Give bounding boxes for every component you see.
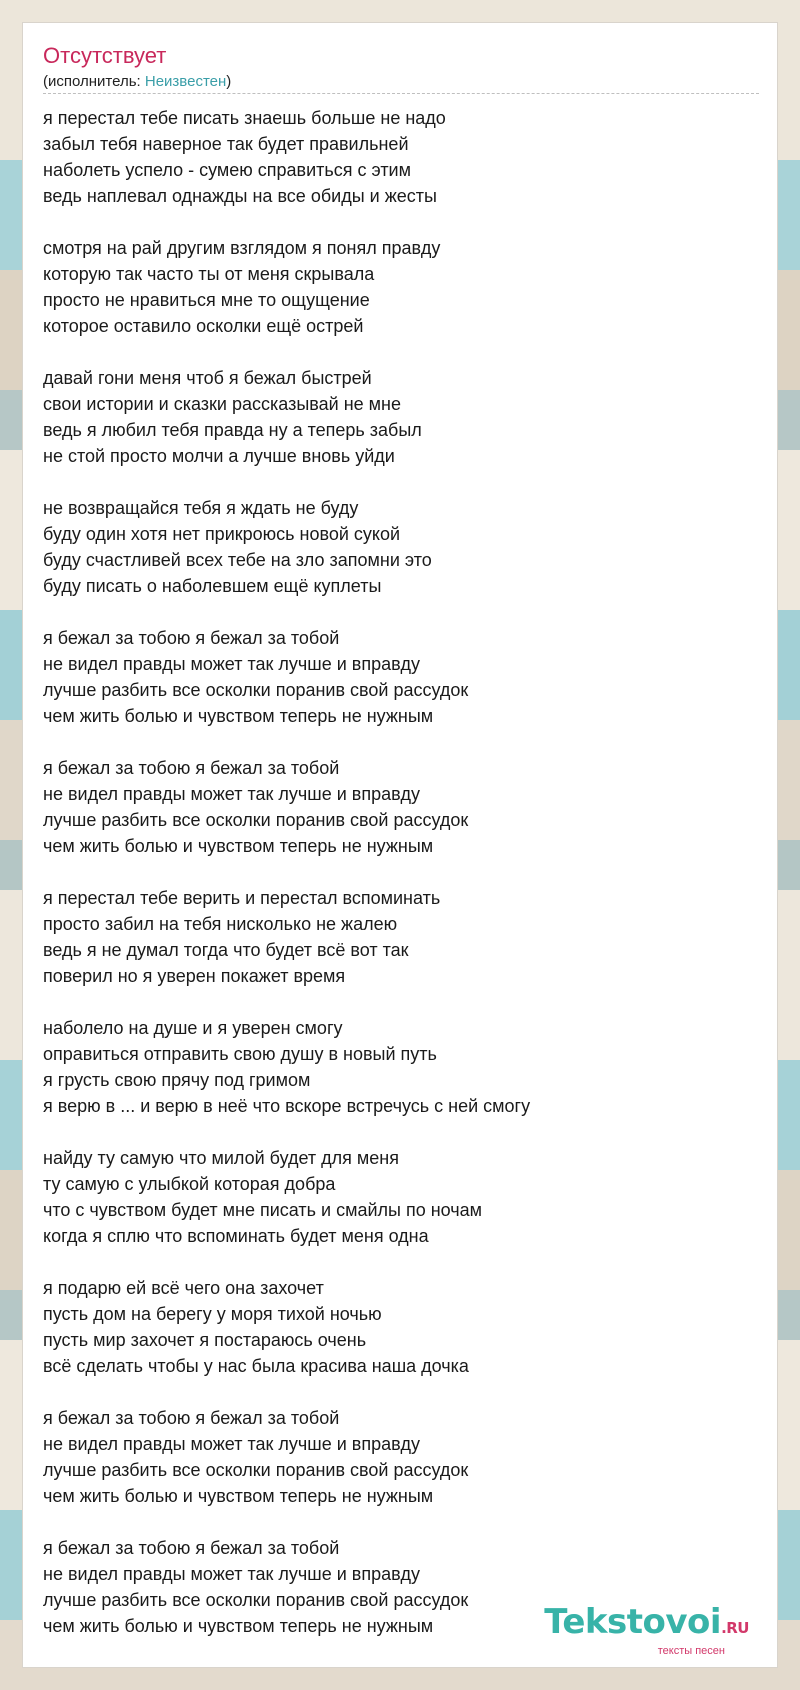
lyrics-stanza — [43, 365, 530, 469]
lyrics-line: не видел правды может так лучше и вправду — [43, 1434, 420, 1454]
lyrics-line: давай гони меня чтоб я бежал быстрей — [43, 368, 372, 388]
lyrics-line: когда я сплю что вспоминать будет меня одна — [43, 1226, 429, 1246]
lyrics-stanza — [43, 1535, 530, 1639]
lyrics-line: я грусть свою прячу под гримом — [43, 1070, 311, 1090]
lyrics-line: наболеть успело - сумею справиться с этим — [43, 160, 411, 180]
lyrics-line: я бежал за тобою я бежал за тобой — [43, 628, 340, 648]
lyrics-line: я перестал тебе писать знаешь больше не надо — [43, 108, 446, 128]
lyrics-line: ту самую с улыбкой которая добра — [43, 1174, 336, 1194]
lyrics-stanza — [43, 1275, 530, 1379]
logo-domain: .RU — [721, 1619, 749, 1637]
lyrics-line: чем жить болью и чувством теперь не нужным — [43, 706, 434, 726]
lyrics-stanza — [43, 235, 530, 339]
lyrics-line: лучше разбить все осколки поранив свой рассудок — [43, 1590, 469, 1610]
lyrics-line: я бежал за тобою я бежал за тобой — [43, 1408, 340, 1428]
lyrics-line: я бежал за тобою я бежал за тобой — [43, 758, 340, 778]
lyrics-line: лучше разбить все осколки поранив свой рассудок — [43, 810, 469, 830]
lyrics-line: которую так часто ты от меня скрывала — [43, 264, 375, 284]
logo-wordmark: Tekstovoi — [544, 1602, 722, 1642]
lyrics-line: не стой просто молчи а лучше вновь уйди — [43, 446, 395, 466]
lyrics-line: смотря на рай другим взглядом я понял правду — [43, 238, 441, 258]
lyrics-line: буду писать о наболевшем ещё куплеты — [43, 576, 382, 596]
lyrics-line: поверил но я уверен покажет время — [43, 966, 346, 986]
lyrics-line: лучше разбить все осколки поранив свой рассудок — [43, 680, 469, 700]
lyrics-line: буду один хотя нет прикроюсь новой сукой — [43, 524, 401, 544]
lyrics-line: не видел правды может так лучше и вправду — [43, 654, 420, 674]
artist-prefix: (исполнитель: — [43, 73, 145, 90]
artist-suffix: ) — [226, 73, 232, 90]
lyrics-line: просто забил на тебя нисколько не жалею — [43, 914, 398, 934]
lyrics-line: ведь я не думал тогда что будет всё вот так — [43, 940, 409, 960]
lyrics-line: я подарю ей всё чего она захочет — [43, 1278, 324, 1298]
lyrics-line: всё сделать чтобы у нас была красива наша дочка — [43, 1356, 469, 1376]
artist-line — [43, 73, 231, 90]
lyrics-line: не возвращайся тебя я ждать не буду — [43, 498, 359, 518]
lyrics-line: что с чувством будет мне писать и смайлы по ночам — [43, 1200, 483, 1220]
lyrics-stanza — [43, 1145, 530, 1249]
lyrics-line: чем жить болью и чувством теперь не нужным — [43, 1486, 434, 1506]
divider — [43, 93, 759, 94]
lyrics-stanza — [43, 1015, 530, 1119]
lyrics-line: пусть мир захочет я постараюсь очень — [43, 1330, 367, 1350]
lyrics-stanza — [43, 625, 530, 729]
lyrics-line: найду ту самую что милой будет для меня — [43, 1148, 399, 1168]
lyrics-line: свои истории и сказки рассказывай не мне — [43, 394, 401, 414]
lyrics-line: я верю в ... и верю в неё что вскоре встречусь с ней смогу — [43, 1096, 531, 1116]
lyrics-line: чем жить болью и чувством теперь не нужным — [43, 1616, 434, 1636]
lyrics-stanza — [43, 885, 530, 989]
artist-link[interactable]: Неизвестен — [144, 73, 227, 90]
lyrics-line: наболело на душе и я уверен смогу — [43, 1018, 343, 1038]
lyrics-line: я перестал тебе верить и перестал вспоминать — [43, 888, 441, 908]
lyrics-line: оправиться отправить свою душу в новый путь — [43, 1044, 437, 1064]
lyrics-stanza — [43, 105, 530, 209]
logo-tagline: тексты песен — [657, 1645, 725, 1657]
lyrics-line: забыл тебя наверное так будет правильней — [43, 134, 409, 154]
lyrics-line: чем жить болью и чувством теперь не нужным — [43, 836, 434, 856]
lyrics-line: буду счастливей всех тебе на зло запомни это — [43, 550, 432, 570]
lyrics-stanza — [43, 1405, 530, 1509]
lyrics-line: ведь я любил тебя правда ну а теперь забыл — [43, 420, 422, 440]
lyrics-line: лучше разбить все осколки поранив свой рассудок — [43, 1460, 469, 1480]
lyrics-line: пусть дом на берегу у моря тихой ночью — [43, 1304, 382, 1324]
lyrics-stanza — [43, 495, 530, 599]
site-logo[interactable] — [544, 1602, 749, 1657]
lyrics-body — [43, 105, 530, 1665]
lyrics-line: я бежал за тобою я бежал за тобой — [43, 1538, 340, 1558]
lyrics-line: не видел правды может так лучше и вправду — [43, 784, 420, 804]
lyrics-line: просто не нравиться мне то ощущение — [43, 290, 370, 310]
lyrics-line: не видел правды может так лучше и вправду — [43, 1564, 420, 1584]
lyrics-stanza — [43, 755, 530, 859]
lyrics-line: которое оставило осколки ещё острей — [43, 316, 364, 336]
lyrics-card — [22, 22, 778, 1668]
lyrics-line: ведь наплевал однажды на все обиды и жесты — [43, 186, 437, 206]
song-title: Отсутствует — [43, 43, 167, 68]
